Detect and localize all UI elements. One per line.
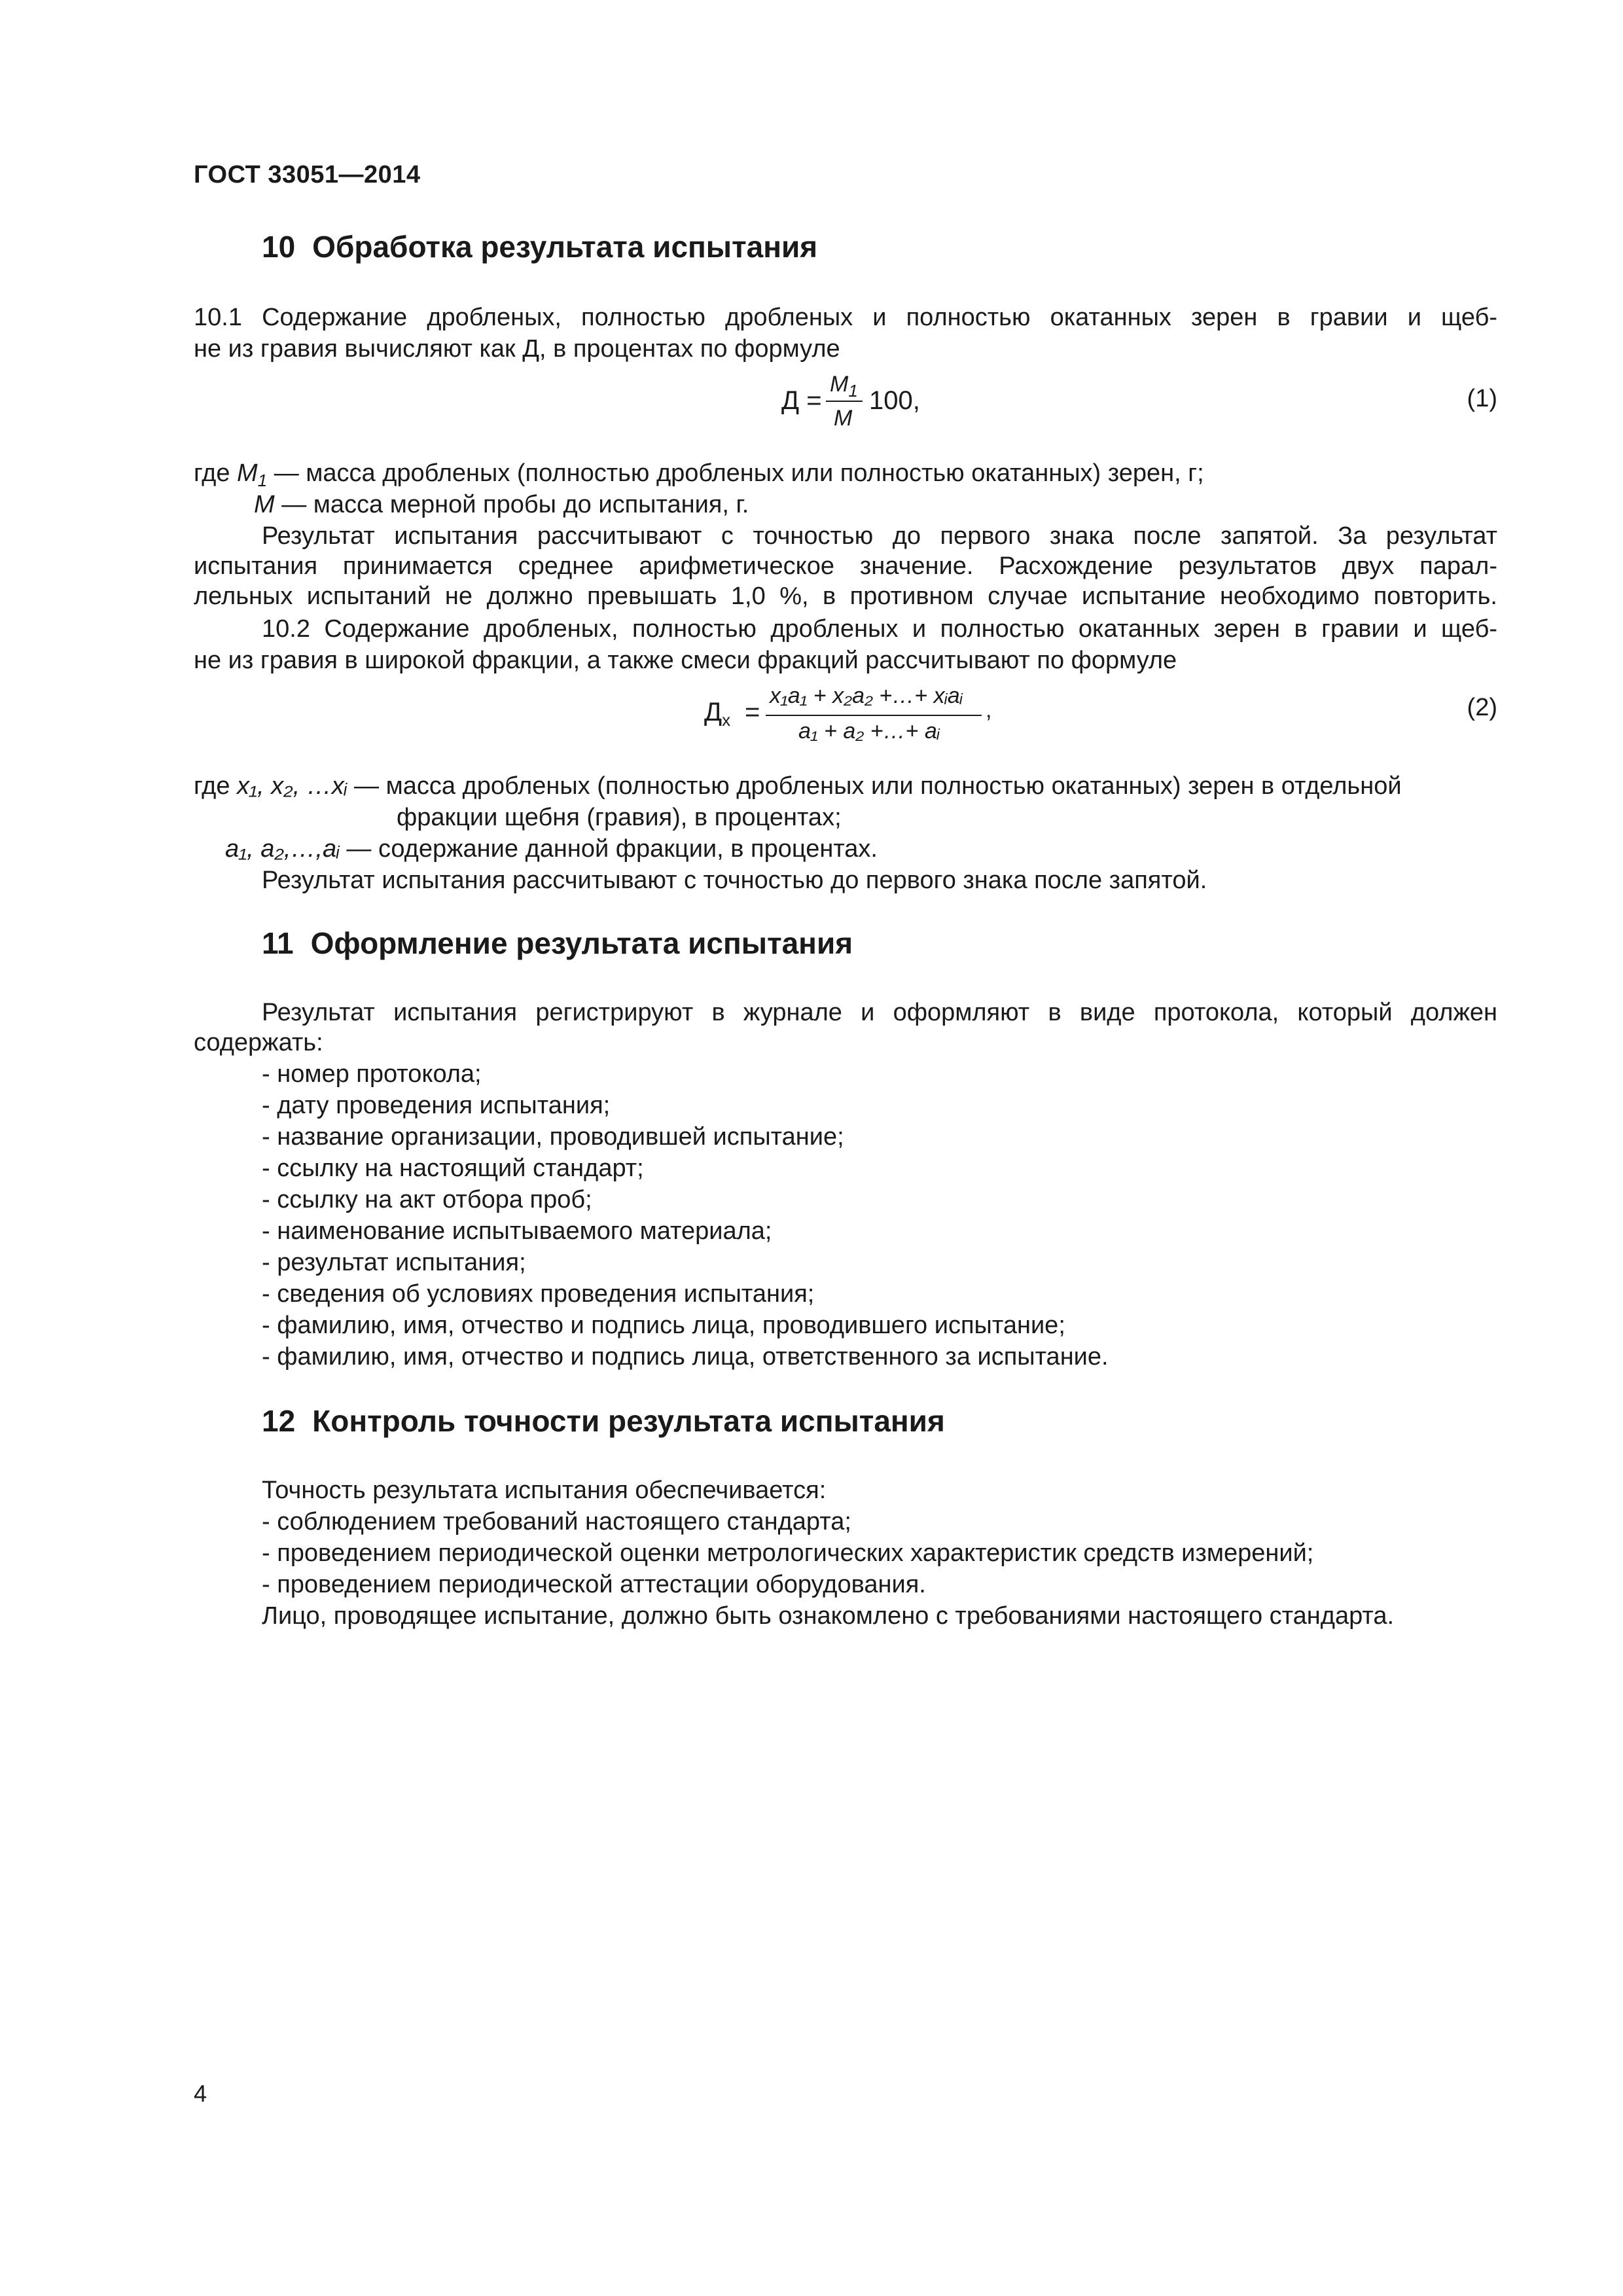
- where2-line-3: a₁, a₂,…,aᵢ — содержание данной фракции, в процентах.: [225, 835, 878, 863]
- list-item: - соблюдением требований настоящего стандарта;: [262, 1508, 851, 1535]
- formula-2-equals: =: [745, 698, 760, 726]
- page-number: 4: [194, 2080, 207, 2107]
- section-12-intro: Точность результата испытания обеспечивается:: [262, 1477, 827, 1504]
- formula-2-denominator: a₁ + a₂ +…+ aᵢ: [798, 719, 940, 744]
- list-item: - результат испытания;: [262, 1249, 526, 1276]
- list-item: - фамилию, имя, отчество и подпись лица, проводившего испытание;: [262, 1312, 1065, 1339]
- where-line-2: М — масса мерной пробы до испытания, г.: [254, 491, 749, 518]
- result-line-3: лельных испытаний не должно превышать 1,0 %, в противном случае испытание необходимо повторить.: [194, 583, 1497, 610]
- where-line-1: где $М_1$ — масса дробленых (полностью дробленых или полностью окатанных) зерен, г;: [194, 459, 1204, 490]
- section-number: 12: [262, 1404, 296, 1438]
- list-item: - ссылку на настоящий стандарт;: [262, 1155, 644, 1182]
- where2-line-2: фракции щебня (гравия), в процентах;: [397, 804, 842, 831]
- paragraph-10-1-line-2: не из гравия вычисляют как Д, в процентах по формуле: [194, 335, 840, 363]
- section-number: 11: [262, 926, 294, 960]
- formula-1-numerator: $М_1$: [830, 372, 858, 401]
- section-number: 10: [262, 230, 296, 264]
- list-item: - название организации, проводившей испытание;: [262, 1123, 844, 1151]
- list-item: - дату проведения испытания;: [262, 1092, 611, 1119]
- equation-number-1: (1): [1467, 385, 1497, 412]
- section-title: Обработка результата испытания: [312, 230, 818, 264]
- section-11-heading: [262, 925, 853, 961]
- list-item: - фамилию, имя, отчество и подпись лица, ответственного за испытание.: [262, 1343, 1109, 1371]
- section-10-heading: [262, 229, 817, 264]
- formula-1-fraction-line: [826, 401, 863, 402]
- formula-2-lhs: $Д_х$: [704, 698, 731, 730]
- where2-line-1: где x₁, x₂, …xᵢ — масса дробленых (полностью дробленых или полностью окатанных) зерен в отдельной: [194, 772, 1402, 800]
- section-title: Оформление результата испытания: [310, 926, 853, 960]
- section-12-heading: [262, 1403, 945, 1439]
- paragraph-10-2-line-2: не из гравия в широкой фракции, а также смеси фракций рассчитывают по формуле: [194, 647, 1177, 674]
- list-item: - проведением периодической оценки метрологических характеристик средств измерений;: [262, 1539, 1314, 1567]
- result-line-1: Результат испытания рассчитывают с точностью до первого знака после запятой. За результат: [262, 522, 1497, 550]
- list-item: - наименование испытываемого материала;: [262, 1217, 772, 1245]
- formula-1-lhs: Д =: [781, 386, 822, 415]
- section-11-intro-line-2: содержать:: [194, 1029, 323, 1056]
- section-title: Контроль точности результата испытания: [312, 1404, 945, 1438]
- formula-1-factor: 100,: [869, 386, 920, 415]
- paragraph-10-2-line-1: 10.2 Содержание дробленых, полностью дробленых и полностью окатанных зерен в гравии и щеб-: [262, 615, 1497, 643]
- variables-x: x₁, x₂, …xᵢ: [237, 772, 348, 800]
- result-line-2: испытания принимается среднее арифметическое значение. Расхождение результатов двух парал-: [194, 552, 1497, 580]
- variable-m: М: [254, 491, 275, 518]
- section-11-intro-line-1: Результат испытания регистрируют в журнале и оформляют в виде протокола, который должен: [262, 999, 1497, 1026]
- section-12-closing: Лицо, проводящее испытание, должно быть ознакомлено с требованиями настоящего стандарта.: [262, 1602, 1395, 1630]
- formula-2-fraction-line: [766, 715, 982, 716]
- variables-a: a₁, a₂,…,aᵢ: [225, 835, 340, 863]
- list-item: - сведения об условиях проведения испытания;: [262, 1280, 815, 1308]
- paragraph-10-1-line-1: 10.1 Содержание дробленых, полностью дробленых и полностью окатанных зерен в гравии и щеб-: [194, 304, 1497, 331]
- list-item: - проведением периодической аттестации оборудования.: [262, 1571, 926, 1598]
- formula-1-denominator: М: [834, 406, 853, 431]
- list-item: - ссылку на акт отбора проб;: [262, 1186, 592, 1213]
- formula-2-numerator: x₁a₁ + x₂a₂ +…+ xᵢaᵢ: [770, 683, 963, 708]
- variable-m1: $М_1$: [237, 459, 268, 490]
- result-2: Результат испытания рассчитывают с точностью до первого знака после запятой.: [262, 867, 1207, 894]
- document-id: ГОСТ 33051—2014: [194, 161, 421, 188]
- formula-2-comma: ,: [986, 698, 992, 723]
- equation-number-2: (2): [1467, 694, 1497, 721]
- list-item: - номер протокола;: [262, 1060, 482, 1088]
